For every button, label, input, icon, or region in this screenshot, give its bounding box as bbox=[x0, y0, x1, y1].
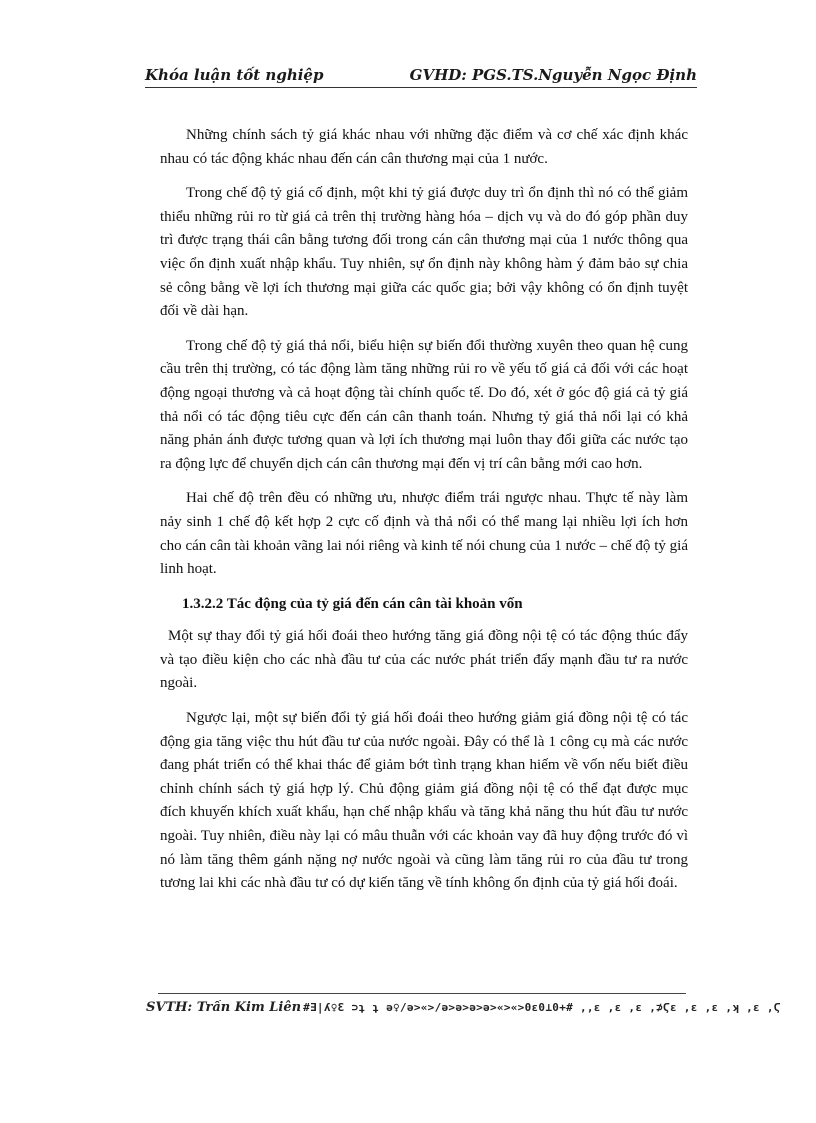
section-heading: 1.3.2.2 Tác động của tỷ giá đến cán cân tài khoản vốn bbox=[182, 595, 523, 612]
page-header bbox=[145, 62, 697, 88]
footer-scan-artifact: #∃|ʎ♀Ɛ ⊃ʇ ʇ ǝ♀/ǝ>«>/ǝ>ǝ>ǝ>ǝ>«>«>0ɛ0⊥0+# ‚‚ɛ ‚ɛ ‚ɛ ‚⊅Ϛɛ ‚ɛ ‚ɛ ‚ʞ ‚ɛ ‚Ϛ bbox=[303, 1001, 781, 1014]
header-thesis-title: Khóa luận tốt nghiệp bbox=[145, 66, 324, 84]
paragraph-5: Một sự thay đổi tỷ giá hối đoái theo hướng tăng giá đồng nội tệ có tác động thúc đẩy và tạo điều kiện cho các nhà đầu tư của các nước phát triển đẩy mạnh đầu tư ra nước ngoài. bbox=[160, 628, 688, 692]
header-divider bbox=[145, 87, 697, 88]
paragraph-1: Những chính sách tỷ giá khác nhau với những đặc điểm và cơ chế xác định khác nhau có tác động khác nhau đến cán cân thương mại của 1 nước. bbox=[160, 127, 688, 167]
footer-divider bbox=[158, 993, 686, 994]
paragraph-2: Trong chế độ tỷ giá cố định, một khi tỷ giá được duy trì ổn định thì nó có thể giảm thiểu những rủi ro từ giá cả trên thị trường hàng hóa – dịch vụ và do đó góp phần duy trì được trạng thái cân bằng tương đối trong cán cân thương mại của 1 nước thông qua việc ổn định xuất nhập khẩu. Tuy nhiên, sự ổn định này không hàm ý đảm bảo sự chia sẻ công bằng về lợi ích thương mại giữa các quốc gia; bởi vậy không có ổn định tuyệt đối về dài hạn. bbox=[160, 185, 688, 320]
page-footer bbox=[146, 1000, 786, 1024]
page-body bbox=[160, 124, 688, 907]
paragraph-6: Ngược lại, một sự biến đổi tỷ giá hối đoái theo hướng giảm giá đồng nội tệ có tác động gia tăng việc thu hút đầu tư của nước ngoài. Đây có thể là 1 công cụ mà các nước đang phát triển có thể khai thác để giảm bớt tình trạng khan hiếm về vốn nếu biết điều chỉnh chính sách tỷ giá hợp lý. Chủ động giảm giá đồng nội tệ có thể đạt được mục đích khuyến khích xuất khẩu, hạn chế nhập khẩu và tăng khả năng thu hút đầu tư nước ngoài. Tuy nhiên, điều này lại có mâu thuẫn với các khoản vay đã huy động trước đó vì nó làm tăng thêm gánh nặng nợ nước ngoài và cũng làm tăng rủi ro của đầu tư trong tương lai khi các nhà đầu tư có dự kiến tăng về tính không ổn định của tỷ giá hối đoái. bbox=[160, 710, 688, 892]
footer-student-name: SVTH: Trần Kim Liên bbox=[146, 1000, 302, 1015]
header-advisor: GVHD: PGS.TS.Nguyễn Ngọc Định bbox=[409, 66, 697, 84]
paragraph-3: Trong chế độ tỷ giá thả nổi, biểu hiện sự biến đổi thường xuyên theo quan hệ cung cầu trên thị trường, có tác động làm tăng những rủi ro về yếu tố giá cả đối với các hoạt động ngoại thương và cả hoạt động tài chính quốc tế. Do đó, xét ở góc độ giá cả tỷ giá thả nổi có tác động tiêu cực đến cán cân thanh toán. Nhưng tỷ giá thả nổi lại có khả năng phản ánh được tương quan và lợi ích thương mại luôn thay đổi giữa các nước tạo ra động lực để chuyển dịch cán cân thương mại đến vị trí cân bằng mới cao hơn. bbox=[160, 337, 688, 472]
paragraph-4: Hai chế độ trên đều có những ưu, nhược điểm trái ngược nhau. Thực tế này làm nảy sinh 1 chế độ kết hợp 2 cực cố định và thả nổi có thể mang lại nhiều lợi ích hơn cho cán cân tài khoản vãng lai nói riêng và kinh tế nói chung của 1 nước – chế độ tỷ giá linh hoạt. bbox=[160, 490, 688, 578]
